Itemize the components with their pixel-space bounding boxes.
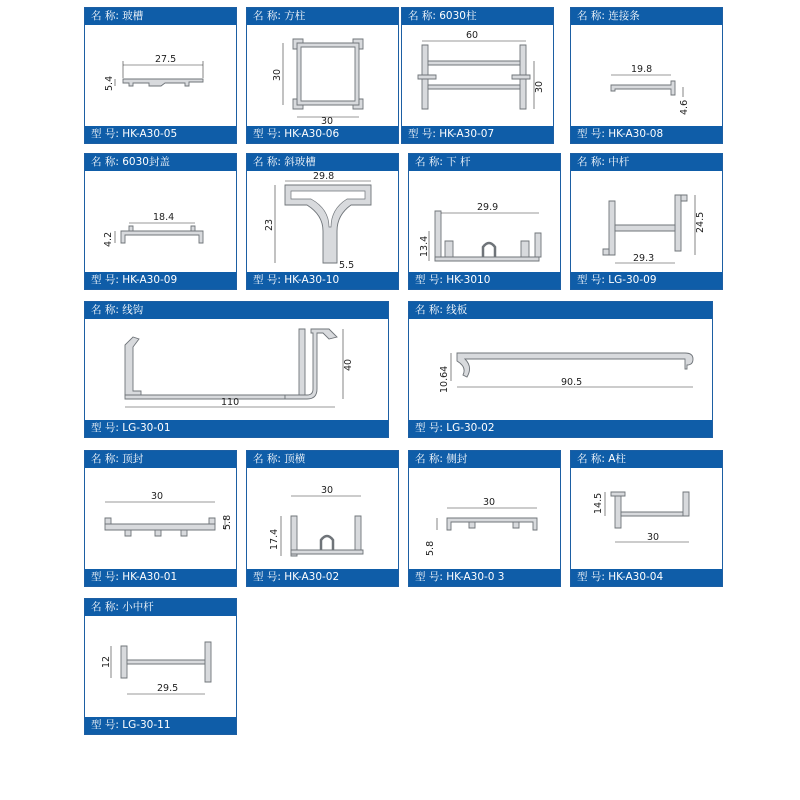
profile-card [570, 450, 723, 587]
profile-card [408, 301, 713, 438]
svg-text:29.3: 29.3 [633, 253, 655, 264]
card-header: 名 称: 方柱 [247, 8, 398, 25]
card-header: 名 称: 小中杆 [85, 599, 236, 616]
card-footer: 型 号: LG-30-02 [409, 420, 712, 437]
profile-drawing [571, 171, 722, 272]
svg-text:4.2: 4.2 [103, 231, 114, 247]
profile-model: HK-A30-10 [284, 274, 340, 286]
card-header: 名 称: 玻槽 [85, 8, 236, 25]
profile-drawing [247, 468, 398, 569]
card-header: 名 称: 线钩 [85, 302, 388, 319]
svg-text:90.5: 90.5 [561, 377, 583, 388]
profile-name: 下 杆 [446, 156, 471, 168]
profile-name: 线钩 [122, 304, 144, 316]
svg-text:5.8: 5.8 [425, 540, 436, 556]
card-header: 名 称: 6030柱 [402, 8, 553, 25]
card-footer: 型 号: HK-A30-05 [85, 126, 236, 143]
profile-model: HK-A30-0 3 [446, 571, 505, 583]
profile-card [84, 301, 389, 438]
card-footer: 型 号: LG-30-01 [85, 420, 388, 437]
card-header: 名 称: 6030封盖 [85, 154, 236, 171]
profile-name: 斜玻槽 [284, 156, 316, 168]
svg-text:30: 30 [647, 532, 660, 543]
profile-drawing [402, 25, 553, 126]
svg-text:29.9: 29.9 [477, 202, 499, 213]
card-header: 名 称: 顶横 [247, 451, 398, 468]
card-footer: 型 号: LG-30-11 [85, 717, 236, 734]
svg-text:30: 30 [321, 116, 334, 126]
profile-drawing [85, 468, 236, 569]
profile-name: 玻槽 [122, 10, 144, 22]
card-header: 名 称: A柱 [571, 451, 722, 468]
profile-model: LG-30-01 [122, 422, 171, 434]
profile-name: 方柱 [284, 10, 306, 22]
profile-model: HK-A30-02 [284, 571, 340, 583]
profile-model: LG-30-11 [122, 719, 171, 731]
svg-text:30: 30 [321, 485, 334, 496]
card-header: 名 称: 连接条 [571, 8, 722, 25]
profile-card [401, 7, 554, 144]
card-footer: 型 号: LG-30-09 [571, 272, 722, 289]
card-footer: 型 号: HK-A30-07 [402, 126, 553, 143]
profile-drawing [409, 319, 712, 420]
profile-name: 线板 [446, 304, 468, 316]
profile-card [246, 153, 399, 290]
profile-card [84, 7, 237, 144]
profile-model: HK-A30-09 [122, 274, 178, 286]
card-footer: 型 号: HK-A30-08 [571, 126, 722, 143]
profile-name: 顶横 [284, 453, 306, 465]
profile-model: HK-A30-06 [284, 128, 340, 140]
svg-text:29.8: 29.8 [313, 171, 335, 182]
card-header: 名 称: 下 杆 [409, 154, 560, 171]
profile-drawing [571, 468, 722, 569]
svg-text:110: 110 [221, 397, 240, 408]
svg-text:4.6: 4.6 [679, 99, 690, 115]
profile-name: 顶封 [122, 453, 144, 465]
card-footer: 型 号: HK-A30-09 [85, 272, 236, 289]
profile-model: LG-30-09 [608, 274, 657, 286]
svg-text:19.8: 19.8 [631, 64, 653, 75]
card-header: 名 称: 中杆 [571, 154, 722, 171]
profile-model: HK-A30-07 [439, 128, 495, 140]
profile-model: HK-A30-01 [122, 571, 178, 583]
profile-card [408, 450, 561, 587]
svg-text:40: 40 [343, 358, 354, 371]
profile-name: 小中杆 [122, 601, 154, 613]
card-footer: 型 号: HK-A30-06 [247, 126, 398, 143]
svg-text:30: 30 [272, 68, 283, 81]
profile-name: 中杆 [608, 156, 630, 168]
card-footer: 型 号: HK-A30-0 3 [409, 569, 560, 586]
profile-name: 连接条 [608, 10, 640, 22]
profile-card [246, 7, 399, 144]
profile-card [408, 153, 561, 290]
svg-text:30: 30 [534, 80, 545, 93]
profile-drawing [409, 171, 560, 272]
svg-text:14.5: 14.5 [593, 492, 604, 514]
profile-card [246, 450, 399, 587]
svg-text:27.5: 27.5 [155, 54, 177, 65]
profile-model: HK-A30-08 [608, 128, 664, 140]
svg-text:12: 12 [101, 655, 112, 668]
svg-text:10.64: 10.64 [439, 365, 450, 393]
profile-model: HK-3010 [446, 274, 491, 286]
card-header: 名 称: 斜玻槽 [247, 154, 398, 171]
profile-card [570, 7, 723, 144]
svg-text:24.5: 24.5 [695, 211, 706, 233]
profile-drawing [85, 171, 236, 272]
svg-text:5.4: 5.4 [104, 75, 115, 91]
profile-model: HK-A30-05 [122, 128, 178, 140]
profile-model: LG-30-02 [446, 422, 495, 434]
card-footer: 型 号: HK-A30-04 [571, 569, 722, 586]
profile-card [84, 450, 237, 587]
profile-name: A柱 [608, 453, 626, 465]
profile-drawing [247, 25, 398, 126]
card-footer: 型 号: HK-3010 [409, 272, 560, 289]
profile-name: 6030封盖 [122, 156, 170, 168]
card-footer: 型 号: HK-A30-02 [247, 569, 398, 586]
card-footer: 型 号: HK-A30-10 [247, 272, 398, 289]
svg-text:30: 30 [151, 491, 164, 502]
svg-text:17.4: 17.4 [269, 528, 280, 550]
svg-text:5.8: 5.8 [222, 514, 233, 530]
svg-text:13.4: 13.4 [419, 235, 430, 257]
profile-name: 6030柱 [439, 10, 477, 22]
profile-drawing [409, 468, 560, 569]
svg-text:18.4: 18.4 [153, 212, 175, 223]
card-header: 名 称: 顶封 [85, 451, 236, 468]
profile-drawing [85, 25, 236, 126]
profile-drawing [85, 319, 388, 420]
card-footer: 型 号: HK-A30-01 [85, 569, 236, 586]
card-header: 名 称: 侧封 [409, 451, 560, 468]
profile-drawing [571, 25, 722, 126]
profile-name: 侧封 [446, 453, 468, 465]
svg-text:29.5: 29.5 [157, 683, 179, 694]
profile-card [84, 153, 237, 290]
svg-text:5.5: 5.5 [339, 260, 355, 271]
svg-text:23: 23 [264, 218, 275, 231]
profile-drawing [247, 171, 398, 272]
profile-drawing [85, 616, 236, 717]
profile-card [84, 598, 237, 735]
svg-text:30: 30 [483, 497, 496, 508]
profile-card [570, 153, 723, 290]
svg-text:60: 60 [466, 30, 479, 41]
profile-model: HK-A30-04 [608, 571, 664, 583]
card-header: 名 称: 线板 [409, 302, 712, 319]
